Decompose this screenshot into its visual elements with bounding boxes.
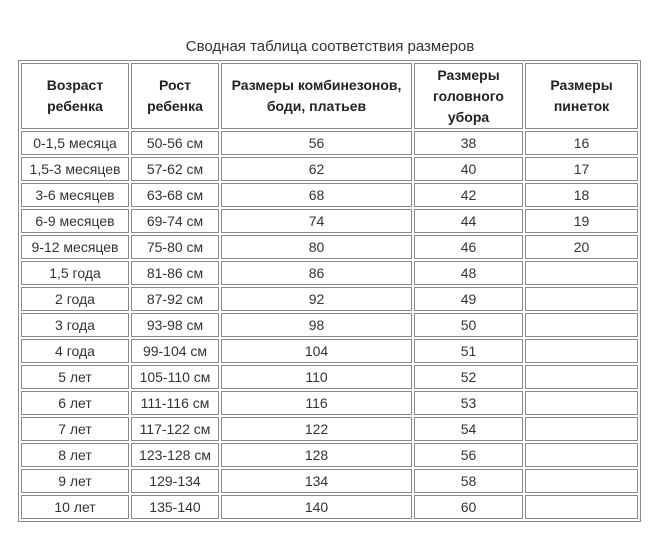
cell-clothing-size: 74 — [221, 209, 412, 233]
table-row — [21, 261, 638, 285]
cell-age: 0-1,5 месяца — [21, 131, 129, 155]
cell-age: 9 лет — [21, 469, 129, 493]
table-row — [21, 157, 638, 181]
table-row — [21, 287, 638, 311]
cell-bootie-size — [525, 313, 638, 337]
cell-hat-size: 60 — [414, 495, 523, 519]
header-clothing-size: Размеры комбинезонов, боди, платьев — [221, 63, 412, 129]
cell-clothing-size: 134 — [221, 469, 412, 493]
cell-bootie-size: 17 — [525, 157, 638, 181]
table-row — [21, 131, 638, 155]
cell-hat-size: 50 — [414, 313, 523, 337]
cell-height: 99-104 см — [131, 339, 219, 363]
cell-clothing-size: 86 — [221, 261, 412, 285]
cell-height: 75-80 см — [131, 235, 219, 259]
cell-hat-size: 44 — [414, 209, 523, 233]
cell-clothing-size: 98 — [221, 313, 412, 337]
table-row — [21, 313, 638, 337]
header-bootie-size: Размеры пинеток — [525, 63, 638, 129]
cell-age: 8 лет — [21, 443, 129, 467]
cell-age: 5 лет — [21, 365, 129, 389]
cell-hat-size: 40 — [414, 157, 523, 181]
cell-bootie-size — [525, 495, 638, 519]
cell-hat-size: 42 — [414, 183, 523, 207]
table-caption: Сводная таблица соответствия размеров — [185, 38, 475, 55]
table-row — [21, 391, 638, 415]
cell-age: 6-9 месяцев — [21, 209, 129, 233]
header-age: Возраст ребенка — [21, 63, 129, 129]
cell-height: 69-74 см — [131, 209, 219, 233]
cell-height: 111-116 см — [131, 391, 219, 415]
table-row — [21, 235, 638, 259]
size-table — [18, 60, 641, 522]
cell-bootie-size — [525, 365, 638, 389]
cell-age: 4 года — [21, 339, 129, 363]
cell-bootie-size — [525, 469, 638, 493]
table-row — [21, 209, 638, 233]
header-hat-size: Размеры головного убора — [414, 63, 523, 129]
cell-clothing-size: 62 — [221, 157, 412, 181]
table-row — [21, 417, 638, 441]
cell-clothing-size: 116 — [221, 391, 412, 415]
cell-clothing-size: 104 — [221, 339, 412, 363]
cell-height: 117-122 см — [131, 417, 219, 441]
cell-height: 135-140 — [131, 495, 219, 519]
cell-bootie-size: 16 — [525, 131, 638, 155]
cell-clothing-size: 68 — [221, 183, 412, 207]
cell-clothing-size: 128 — [221, 443, 412, 467]
table-row — [21, 339, 638, 363]
cell-age: 3-6 месяцев — [21, 183, 129, 207]
cell-bootie-size: 20 — [525, 235, 638, 259]
cell-clothing-size: 122 — [221, 417, 412, 441]
table-row — [21, 443, 638, 467]
cell-clothing-size: 56 — [221, 131, 412, 155]
cell-age: 9-12 месяцев — [21, 235, 129, 259]
cell-hat-size: 58 — [414, 469, 523, 493]
cell-clothing-size: 80 — [221, 235, 412, 259]
cell-hat-size: 53 — [414, 391, 523, 415]
cell-height: 87-92 см — [131, 287, 219, 311]
cell-height: 129-134 — [131, 469, 219, 493]
cell-hat-size: 48 — [414, 261, 523, 285]
cell-hat-size: 51 — [414, 339, 523, 363]
cell-age: 1,5 года — [21, 261, 129, 285]
cell-age: 3 года — [21, 313, 129, 337]
cell-bootie-size — [525, 261, 638, 285]
header-height: Рост ребенка — [131, 63, 219, 129]
cell-age: 1,5-3 месяцев — [21, 157, 129, 181]
cell-bootie-size — [525, 391, 638, 415]
header-row — [21, 63, 638, 129]
cell-height: 123-128 см — [131, 443, 219, 467]
cell-height: 81-86 см — [131, 261, 219, 285]
cell-height: 105-110 см — [131, 365, 219, 389]
table-body — [21, 131, 638, 519]
cell-clothing-size: 140 — [221, 495, 412, 519]
cell-height: 63-68 см — [131, 183, 219, 207]
cell-height: 93-98 см — [131, 313, 219, 337]
cell-hat-size: 49 — [414, 287, 523, 311]
table-row — [21, 183, 638, 207]
cell-hat-size: 54 — [414, 417, 523, 441]
cell-bootie-size — [525, 287, 638, 311]
cell-hat-size: 52 — [414, 365, 523, 389]
cell-height: 50-56 см — [131, 131, 219, 155]
cell-clothing-size: 92 — [221, 287, 412, 311]
table-row — [21, 469, 638, 493]
cell-bootie-size: 18 — [525, 183, 638, 207]
cell-hat-size: 46 — [414, 235, 523, 259]
cell-bootie-size — [525, 339, 638, 363]
cell-age: 10 лет — [21, 495, 129, 519]
cell-hat-size: 56 — [414, 443, 523, 467]
cell-age: 7 лет — [21, 417, 129, 441]
cell-clothing-size: 110 — [221, 365, 412, 389]
cell-bootie-size — [525, 443, 638, 467]
cell-bootie-size: 19 — [525, 209, 638, 233]
cell-height: 57-62 см — [131, 157, 219, 181]
table-row — [21, 495, 638, 519]
cell-bootie-size — [525, 417, 638, 441]
cell-age: 2 года — [21, 287, 129, 311]
table-row — [21, 365, 638, 389]
cell-hat-size: 38 — [414, 131, 523, 155]
cell-age: 6 лет — [21, 391, 129, 415]
